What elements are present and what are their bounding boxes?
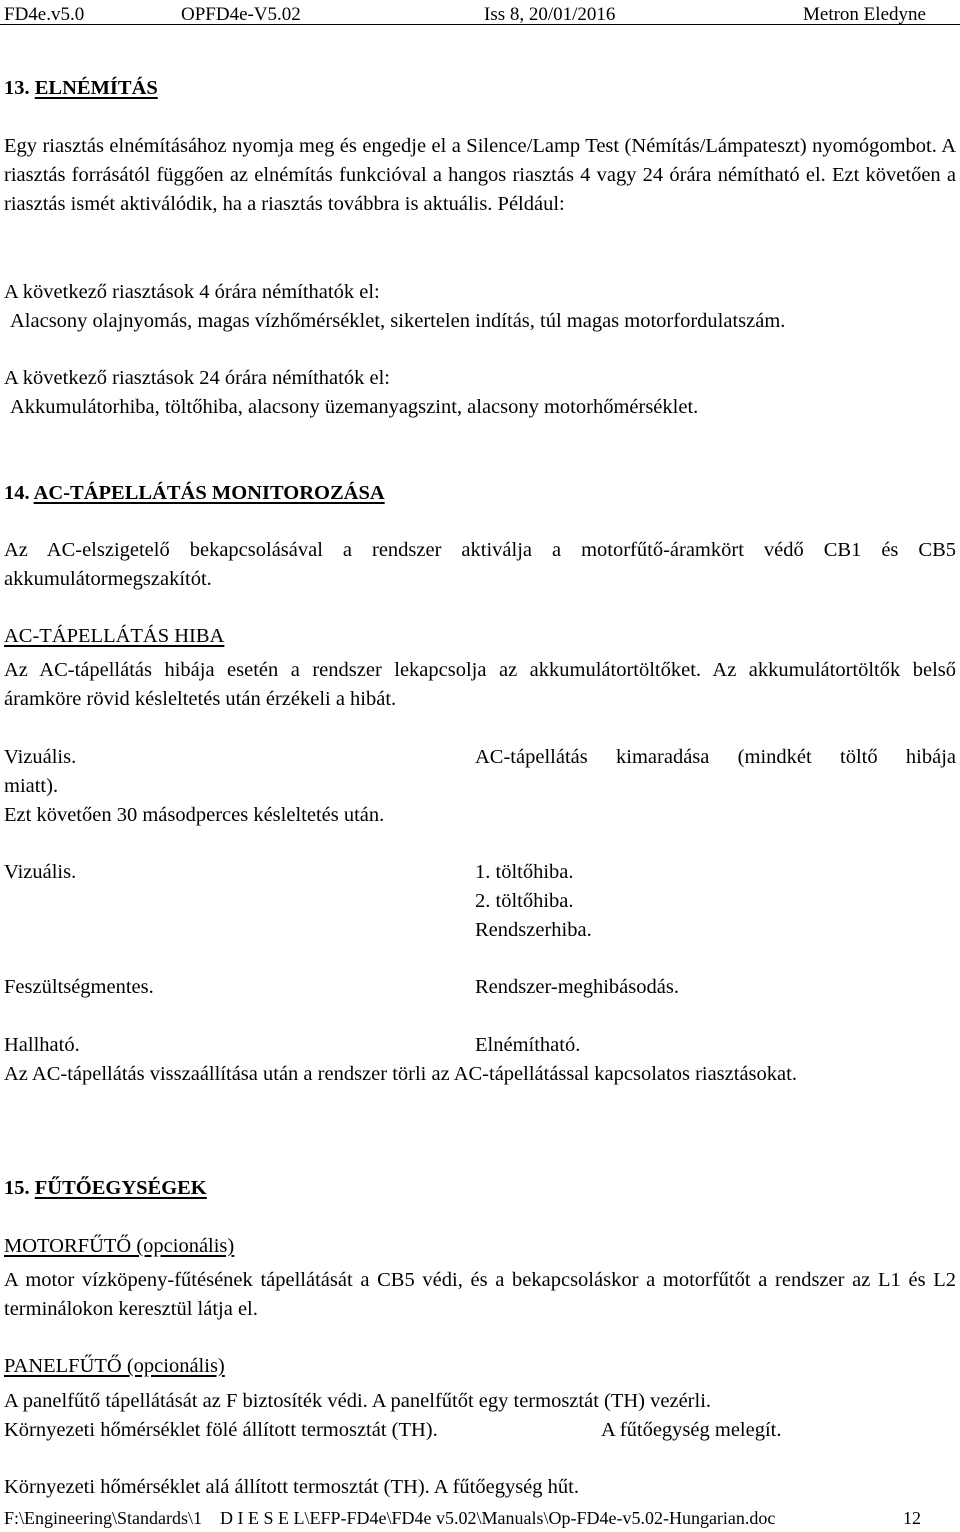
ac-fault-paragraph: Az AC-tápellátás hibája esetén a rendszer lekapcsolja az akkumulátortöltőket. Az akkumulátortöltők belső áramköre rövid késleltetés után érzékeli a hibát. — [4, 659, 956, 710]
silence-24h-intro: A következő riasztások 24 órára némíthatók el: — [4, 367, 390, 389]
ac-fault-subheading: AC-TÁPELLÁTÁS HIBA — [4, 625, 225, 647]
engine-heater-paragraph: A motor vízköpeny-fűtésének tápellátását a CB5 védi, és a bekapcsoláskor a motorfűtőt a rendszer az L1 és L2 terminálokon keresztül látja el. — [4, 1269, 956, 1320]
header-issue: Iss 8, 20/01/2016 — [484, 4, 616, 25]
ac-restore-paragraph: Az AC-tápellátás visszaállítása után a rendszer törli az AC-tápellátással kapcsolatos riasztásokat. — [4, 1063, 797, 1085]
section-13-title: ELNÉMÍTÁS — [34, 77, 158, 99]
voltage-free-text: Rendszer-meghibásodás. — [475, 976, 679, 998]
header-divider — [0, 24, 960, 25]
footer-page-number: 12 — [903, 1508, 921, 1528]
panel-heater-subheading: PANELFŰTŐ (opcionális) — [4, 1355, 225, 1377]
section-14-title: AC-TÁPELLÁTÁS MONITOROZÁSA — [33, 482, 385, 504]
panel-heater-paragraph: A panelfűtő tápellátását az F biztosíték védi. A panelfűtőt egy termosztát (TH) vezérli. — [4, 1390, 712, 1412]
section-14-heading — [4, 479, 385, 508]
silence-4h-list: Alacsony olajnyomás, magas vízhőmérséklet, sikertelen indítás, túl magas motorfordulatszám. — [10, 310, 786, 332]
visual-2-label: Vizuális. — [4, 861, 77, 883]
thermostat-above-text: A fűtőegység melegít. — [601, 1419, 782, 1441]
voltage-free-label: Feszültségmentes. — [4, 976, 154, 998]
section-14-paragraph: Az AC-elszigetelő bekapcsolásával a rendszer aktiválja a motorfűtő-áramkört védő CB1 és CB5 akkumulátormegszakítót. — [4, 539, 956, 590]
visual-2-item-3: Rendszerhiba. — [475, 919, 592, 941]
header-company: Metron Eledyne — [803, 4, 926, 25]
audible-label: Hallható. — [4, 1034, 80, 1056]
visual-1-text-cont: miatt). — [4, 775, 59, 797]
delay-note: Ezt követően 30 másodperces késleltetés után. — [4, 804, 385, 826]
thermostat-below-line: Környezeti hőmérséklet alá állított termosztát (TH). A fűtőegység hűt. — [4, 1476, 579, 1498]
section-15-title: FŰTŐEGYSÉGEK — [34, 1177, 207, 1199]
silence-4h-intro: A következő riasztások 4 órára némíthatók el: — [4, 281, 380, 303]
section-13-heading — [4, 74, 158, 103]
section-13-number: 13. — [4, 77, 30, 99]
thermostat-above-label: Környezeti hőmérséklet fölé állított termosztát (TH). — [4, 1419, 438, 1441]
silence-24h-list: Akkumulátorhiba, töltőhiba, alacsony üzemanyagszint, alacsony motorhőmérséklet. — [10, 396, 699, 418]
engine-heater-subheading: MOTORFŰTŐ (opcionális) — [4, 1235, 235, 1257]
visual-1-text: AC-tápellátás kimaradása (mindkét töltő hibája — [475, 746, 956, 768]
audible-text: Elnémítható. — [475, 1034, 581, 1056]
footer-path: F:\Engineering\Standards\1 D I E S E L\EFP-FD4e\FD4e v5.02\Manuals\Op-FD4e-v5.02-Hungarian.doc — [4, 1508, 776, 1528]
section-14-number: 14. — [4, 482, 30, 504]
section-13-paragraph: Egy riasztás elnémításához nyomja meg és engedje el a Silence/Lamp Test (Némítás/Lámpateszt) nyomógombot. A riasztás forrásától függően az elnémítás funkcióval a hangos riasztás 4 vagy 24 órára némítható el. Ezt követően a riasztás ismét aktiválódik, ha a riasztás továbbra is aktuális. Például: — [4, 135, 956, 215]
visual-1-label: Vizuális. — [4, 746, 77, 768]
section-15-number: 15. — [4, 1177, 30, 1199]
visual-2-item-2: 2. töltőhiba. — [475, 890, 574, 912]
visual-2-item-1: 1. töltőhiba. — [475, 861, 574, 883]
header-doc-ref: OPFD4e-V5.02 — [181, 4, 301, 25]
section-15-heading — [4, 1174, 207, 1203]
page-header — [0, 0, 960, 26]
header-doc-code: FD4e.v5.0 — [4, 4, 85, 25]
